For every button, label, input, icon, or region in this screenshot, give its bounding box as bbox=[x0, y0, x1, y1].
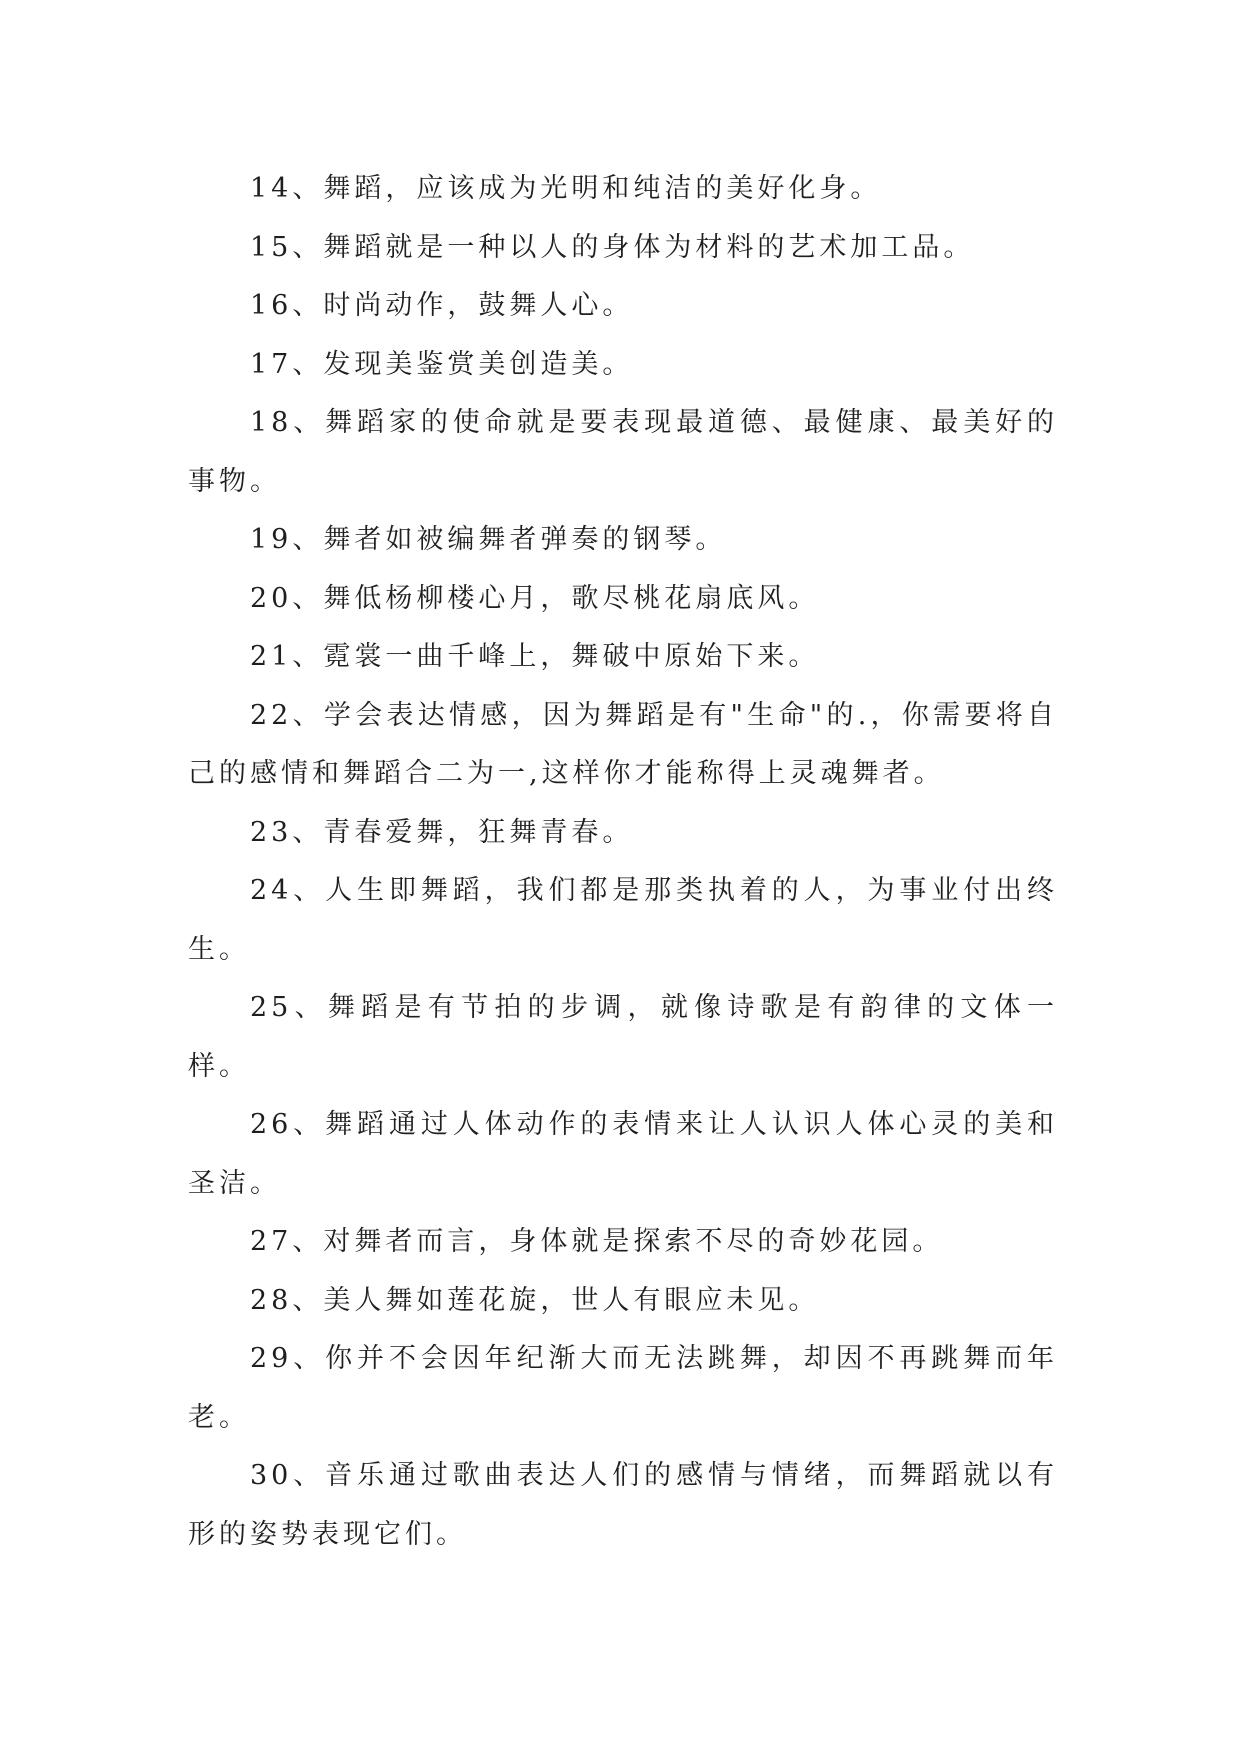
paragraph-20: 20、舞低杨柳楼心月，歌尽桃花扇底风。 bbox=[250, 582, 820, 614]
paragraph-23: 23、青春爱舞，狂舞青春。 bbox=[250, 816, 634, 848]
paragraph-24: 24、人生即舞蹈，我们都是那类执着的人，为事业付出终生。 bbox=[188, 875, 1058, 965]
paragraph-25: 25、舞蹈是有节拍的步调，就像诗歌是有韵律的文体一样。 bbox=[188, 992, 1058, 1082]
paragraph-15: 15、舞蹈就是一种以人的身体为材料的艺术加工品。 bbox=[250, 231, 975, 263]
paragraph-30: 30、音乐通过歌曲表达人们的感情与情绪，而舞蹈就以有形的姿势表现它们。 bbox=[188, 1460, 1058, 1550]
paragraph-18: 18、舞蹈家的使命就是要表现最道德、最健康、最美好的事物。 bbox=[188, 407, 1058, 497]
paragraph-16: 16、时尚动作，鼓舞人心。 bbox=[250, 290, 634, 321]
paragraph-27: 27、对舞者而言，身体就是探索不尽的奇妙花园。 bbox=[250, 1226, 944, 1257]
paragraph-19: 19、舞者如被编舞者弹奏的钢琴。 bbox=[250, 524, 727, 555]
paragraph-17: 17、发现美鉴赏美创造美。 bbox=[250, 348, 634, 380]
paragraph-14: 14、舞蹈，应该成为光明和纯洁的美好化身。 bbox=[250, 173, 882, 204]
paragraph-28: 28、美人舞如莲花旋，世人有眼应未见。 bbox=[250, 1284, 820, 1316]
paragraph-29: 29、你并不会因年纪渐大而无法跳舞，却因不再跳舞而年老。 bbox=[188, 1343, 1058, 1433]
paragraph-22: 22、学会表达情感，因为舞蹈是有"生命"的.，你需要将自己的感情和舞蹈合二为一,这样你才能称得上灵魂舞者。 bbox=[188, 699, 1058, 789]
paragraph-26: 26、舞蹈通过人体动作的表情来让人认识人体心灵的美和圣洁。 bbox=[188, 1109, 1058, 1199]
paragraph-21: 21、霓裳一曲千峰上，舞破中原始下来。 bbox=[250, 641, 820, 672]
document-body bbox=[188, 160, 1058, 1564]
